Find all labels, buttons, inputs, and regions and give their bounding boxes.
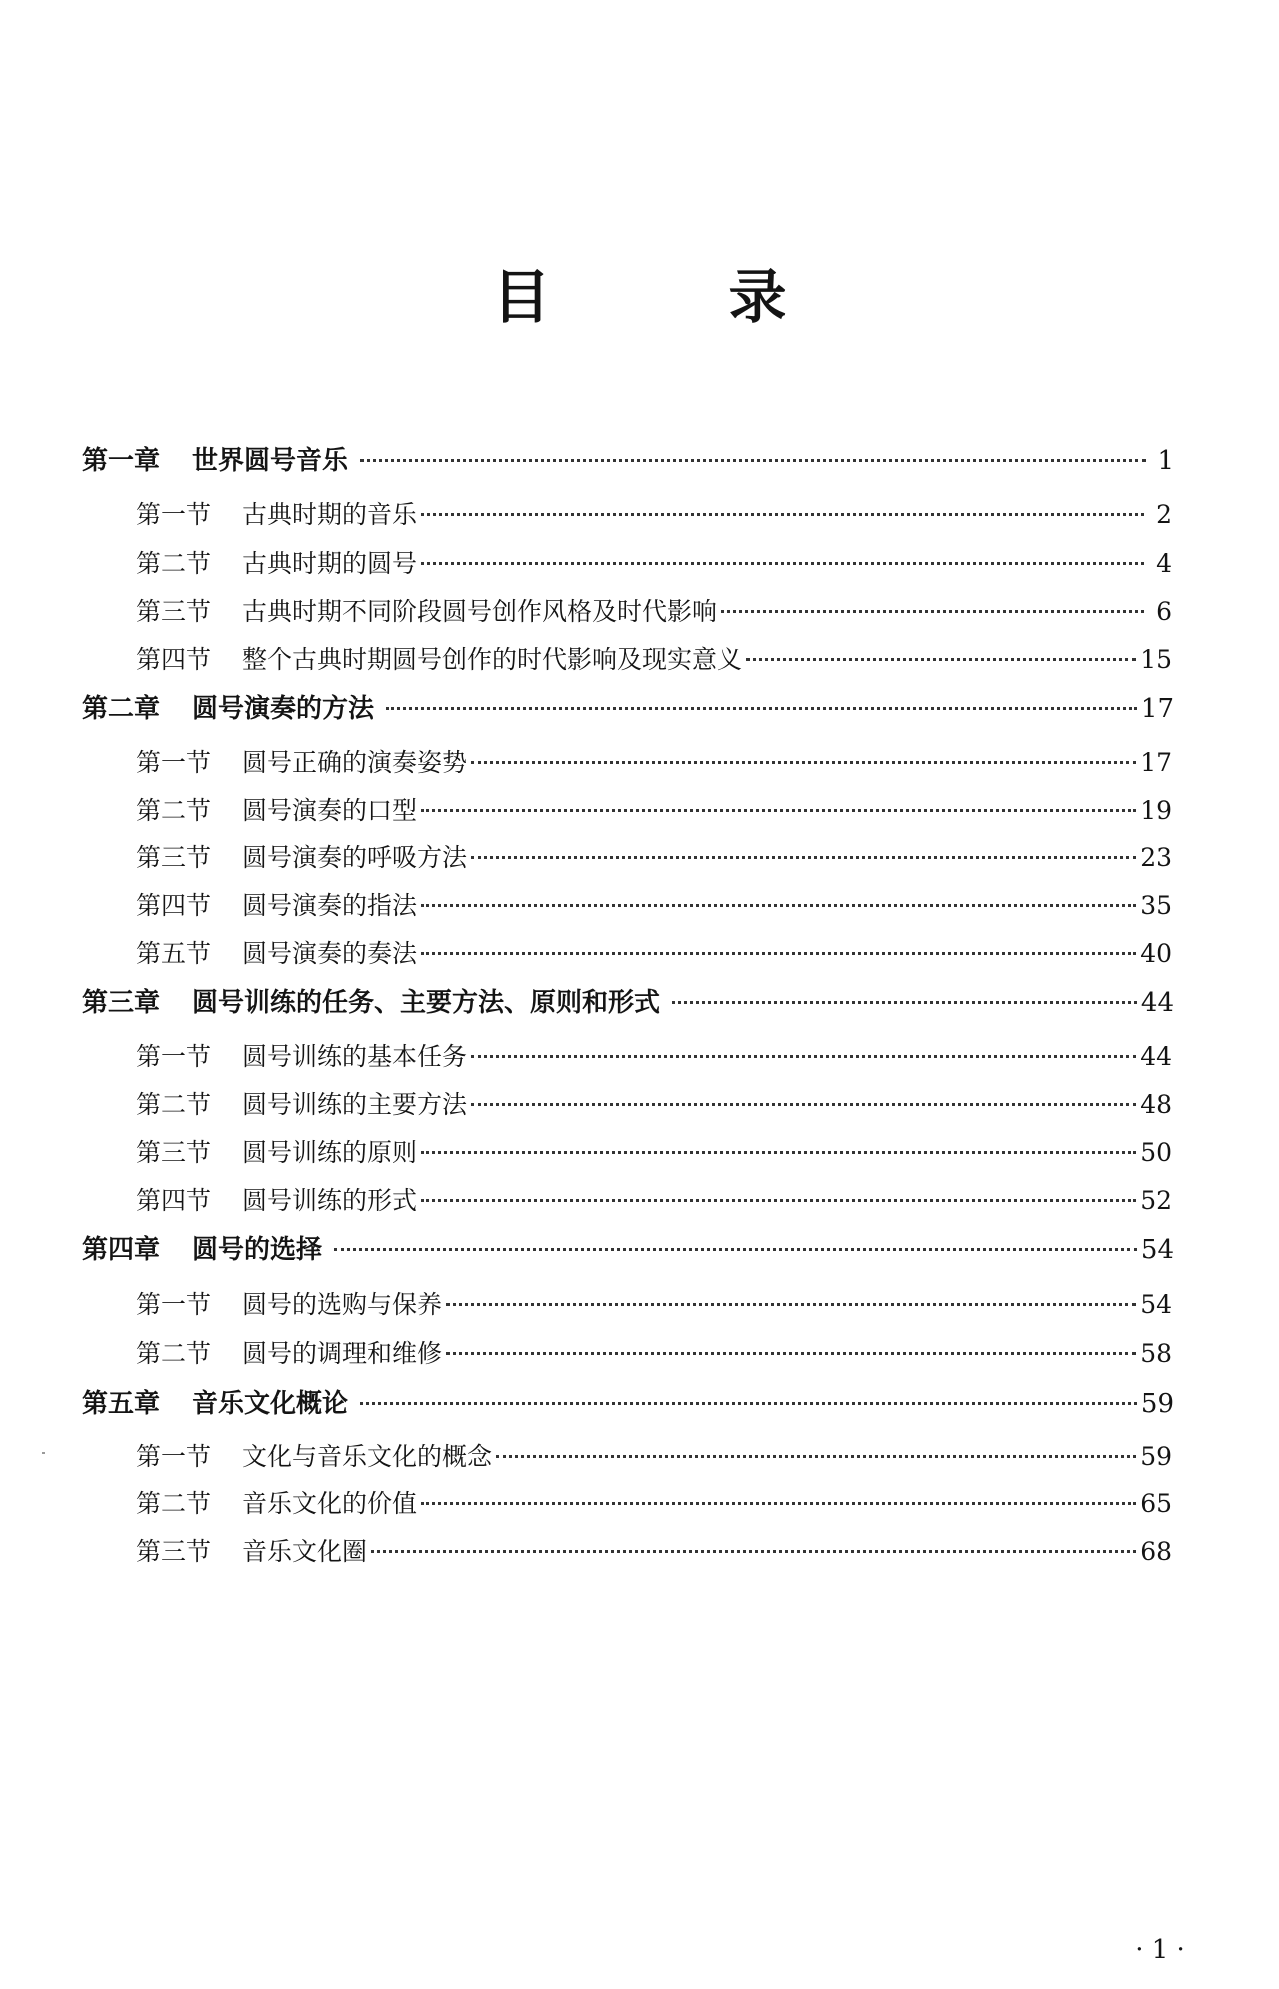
toc-section-row (136, 1133, 1172, 1173)
toc-entry-title: 古典时期的音乐 (242, 500, 418, 529)
toc-section-row (136, 1437, 1172, 1477)
toc-section-row (136, 495, 1172, 535)
toc-entry-title: 音乐文化概论 (192, 1389, 349, 1419)
toc-entry-number: 第二节 (136, 796, 212, 825)
toc-page-number: 1 (1157, 446, 1174, 476)
toc-entry-number: 第三节 (136, 1138, 212, 1167)
toc-entry-number: 第二节 (136, 1339, 212, 1368)
toc-page-number: 54 (1140, 1290, 1172, 1319)
toc-dot-leader (471, 856, 1136, 859)
toc-entry-number: 第一节 (136, 748, 212, 777)
page-title: 目 录 (492, 263, 847, 331)
toc-entry-title: 世界圆号音乐 (192, 446, 349, 476)
toc-dot-leader (446, 1352, 1136, 1355)
toc-entry-number: 第一节 (136, 1290, 212, 1319)
toc-entry-number: 第一章 (82, 446, 161, 476)
toc-dot-leader (386, 707, 1137, 710)
toc-page-number: 48 (1140, 1090, 1172, 1119)
toc-entry-title: 古典时期不同阶段圆号创作风格及时代影响 (242, 597, 718, 626)
toc-entry-number: 第三节 (136, 843, 212, 872)
toc-entry-title: 古典时期的圆号 (242, 549, 418, 578)
toc-entry-number: 第三节 (136, 1537, 212, 1566)
toc-entry-title: 圆号的选择 (192, 1235, 323, 1265)
toc-entry-title: 圆号训练的任务、主要方法、原则和形式 (192, 988, 661, 1018)
toc-entry-title: 圆号的选购与保养 (242, 1290, 443, 1319)
toc-dot-leader (421, 1199, 1136, 1202)
toc-dot-leader (421, 562, 1144, 565)
toc-dot-leader (721, 610, 1144, 613)
toc-page-number: 23 (1140, 843, 1172, 872)
toc-section-row (136, 1334, 1172, 1374)
toc-chapter-row (82, 982, 1174, 1022)
toc-page-number: 68 (1140, 1537, 1172, 1566)
toc-entry-number: 第四节 (136, 891, 212, 920)
toc-entry-number: 第四章 (82, 1235, 161, 1265)
toc-section-row (136, 791, 1172, 831)
toc-entry-title: 圆号训练的主要方法 (242, 1090, 468, 1119)
toc-entry-number: 第一节 (136, 1042, 212, 1071)
toc-entry-title: 圆号演奏的奏法 (242, 939, 418, 968)
toc-entry-title: 圆号演奏的呼吸方法 (242, 843, 468, 872)
toc-entry-title: 圆号的调理和维修 (242, 1339, 443, 1368)
toc-page-number: 40 (1140, 939, 1172, 968)
toc-page-number: 6 (1156, 597, 1172, 626)
toc-dot-leader (360, 459, 1146, 462)
toc-dot-leader (360, 1402, 1137, 1405)
toc-dot-leader (471, 1103, 1136, 1106)
toc-dot-leader (446, 1303, 1136, 1306)
toc-section-row (136, 544, 1172, 584)
toc-entry-title: 整个古典时期圆号创作的时代影响及现实意义 (242, 645, 743, 674)
toc-page-number: 52 (1140, 1186, 1172, 1215)
toc-section-row (136, 1037, 1172, 1077)
toc-entry-number: 第一节 (136, 500, 212, 529)
toc-section-row (136, 743, 1172, 783)
toc-dot-leader (421, 1151, 1136, 1154)
toc-dot-leader (421, 513, 1144, 516)
toc-dot-leader (746, 658, 1136, 661)
toc-page-number: 19 (1140, 796, 1172, 825)
toc-entry-number: 第五节 (136, 939, 212, 968)
toc-section-row (136, 886, 1172, 926)
toc-entry-number: 第二节 (136, 549, 212, 578)
toc-entry-title: 圆号演奏的口型 (242, 796, 418, 825)
page-number: · 1 · (1135, 1935, 1185, 1965)
toc-page-number: 44 (1140, 988, 1174, 1018)
toc-chapter-row (82, 688, 1174, 728)
toc-page-number: 17 (1140, 694, 1174, 724)
toc-page-number: 35 (1140, 891, 1172, 920)
toc-entry-number: 第一节 (136, 1442, 212, 1471)
toc-dot-leader (471, 1055, 1136, 1058)
toc-chapter-row (82, 1229, 1174, 1269)
toc-page-number: 4 (1156, 549, 1172, 578)
toc-entry-title: 圆号训练的原则 (242, 1138, 418, 1167)
toc-entry-title: 音乐文化圈 (242, 1537, 368, 1566)
toc-page-number: 59 (1140, 1442, 1172, 1471)
toc-page-number: 17 (1140, 748, 1172, 777)
toc-page-number: 59 (1140, 1389, 1174, 1419)
toc-entry-title: 圆号演奏的方法 (192, 694, 375, 724)
toc-dot-leader (496, 1455, 1136, 1458)
toc-dot-leader (334, 1248, 1137, 1251)
toc-page-number: 15 (1140, 645, 1172, 674)
toc-dot-leader (471, 761, 1136, 764)
toc-section-row (136, 1181, 1172, 1221)
toc-entry-number: 第四节 (136, 645, 212, 674)
toc-chapter-row (82, 1383, 1174, 1423)
toc-entry-title: 圆号正确的演奏姿势 (242, 748, 468, 777)
toc-page-number: 50 (1140, 1138, 1172, 1167)
toc-dot-leader (371, 1550, 1136, 1553)
toc-page-number: 58 (1140, 1339, 1172, 1368)
toc-section-row (136, 1484, 1172, 1524)
toc-dot-leader (421, 809, 1136, 812)
toc-entry-number: 第三节 (136, 597, 212, 626)
toc-entry-number: 第四节 (136, 1186, 212, 1215)
toc-chapter-row (82, 440, 1174, 480)
toc-entry-number: 第二章 (82, 694, 161, 724)
toc-entry-number: 第二节 (136, 1489, 212, 1518)
toc-entry-title: 圆号演奏的指法 (242, 891, 418, 920)
toc-entry-title: 文化与音乐文化的概念 (242, 1442, 493, 1471)
toc-dot-leader (421, 904, 1136, 907)
toc-entry-title: 圆号训练的形式 (242, 1186, 418, 1215)
toc-entry-title: 音乐文化的价值 (242, 1489, 418, 1518)
scan-speck (42, 1452, 45, 1454)
toc-section-row (136, 838, 1172, 878)
toc-dot-leader (672, 1001, 1137, 1004)
toc-dot-leader (421, 952, 1136, 955)
toc-section-row (136, 1285, 1172, 1325)
toc-section-row (136, 1532, 1172, 1572)
toc-entry-title: 圆号训练的基本任务 (242, 1042, 468, 1071)
toc-dot-leader (421, 1502, 1136, 1505)
toc-entry-number: 第二节 (136, 1090, 212, 1119)
toc-page-number: 44 (1140, 1042, 1172, 1071)
toc-section-row (136, 592, 1172, 632)
toc-section-row (136, 640, 1172, 680)
toc-entry-number: 第五章 (82, 1389, 161, 1419)
toc-page-number: 65 (1140, 1489, 1172, 1518)
toc-section-row (136, 934, 1172, 974)
toc-section-row (136, 1085, 1172, 1125)
toc-page-number: 54 (1140, 1235, 1174, 1265)
toc-page-number: 2 (1156, 500, 1172, 529)
toc-entry-number: 第三章 (82, 988, 161, 1018)
